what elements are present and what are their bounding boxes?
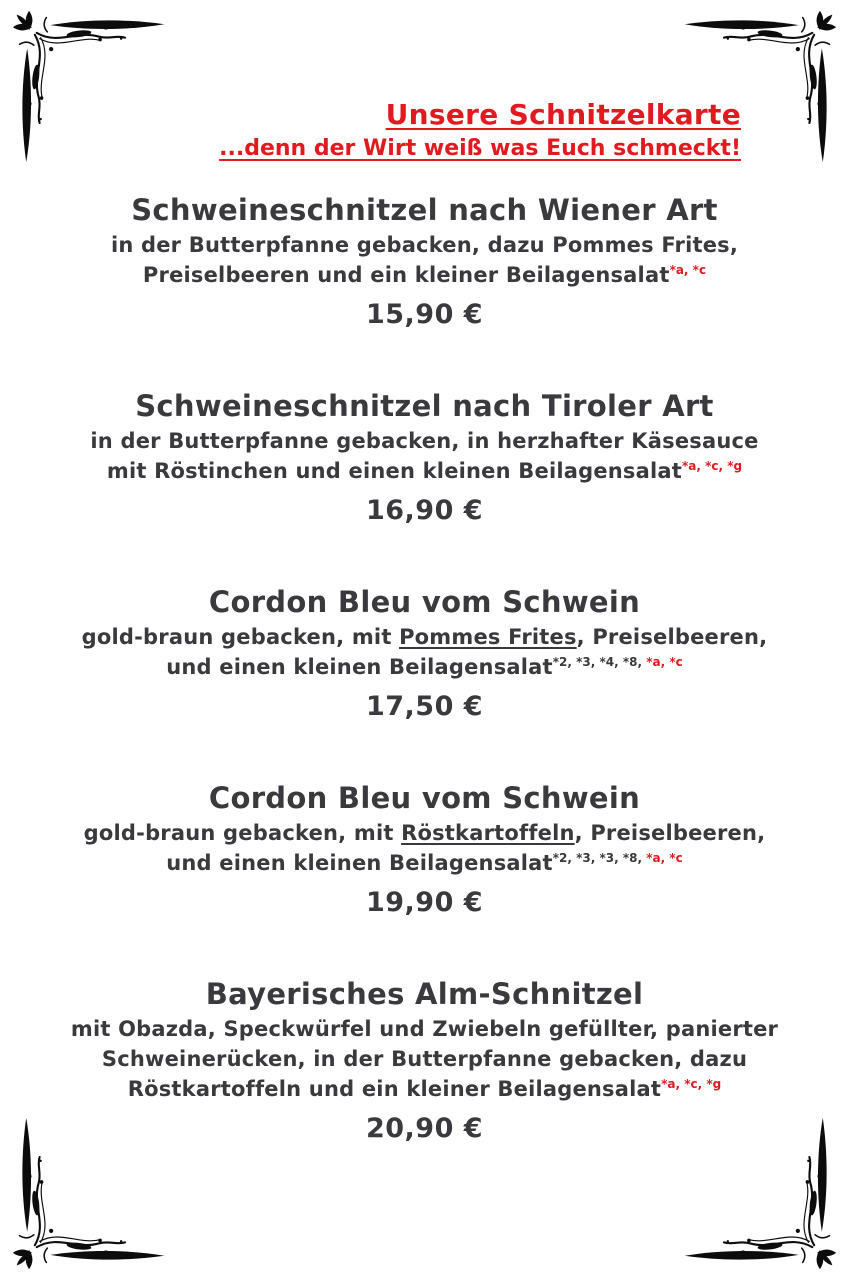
allergen-annotation: *a, *c, *g [682, 459, 743, 473]
menu-item [0, 976, 849, 1146]
dish-name: Bayerisches Alm-Schnitzel [205, 977, 644, 1011]
dish-price: 20,90 € [365, 1113, 484, 1144]
dish-description [0, 622, 849, 682]
dish-price: 16,90 € [365, 495, 484, 526]
page-title: Unsere Schnitzelkarte [385, 98, 741, 131]
description-text: in der Butterpfanne gebacken, in herzhafter Käsesauce [90, 429, 759, 453]
description-text: , Preiselbeeren, [576, 625, 768, 649]
dish-description [0, 230, 849, 290]
description-text: mit Obazda, Speckwürfel und Zwiebeln gefüllter, panierter [70, 1017, 779, 1041]
dish-description [0, 818, 849, 878]
description-text: und einen kleinen Beilagensalat [166, 851, 553, 875]
allergen-annotation: *a, *c [642, 851, 683, 865]
allergen-annotation: *2, *3, *4, *8, [552, 655, 643, 669]
menu-list [0, 192, 849, 1202]
dish-name: Schweineschnitzel nach Wiener Art [131, 193, 718, 227]
dish-description [0, 426, 849, 486]
description-text: in der Butterpfanne gebacken, dazu Pommes Frites, [110, 233, 739, 257]
dish-name: Cordon Bleu vom Schwein [208, 781, 641, 815]
dish-name: Cordon Bleu vom Schwein [208, 585, 641, 619]
menu-item [0, 388, 849, 528]
dish-description [0, 1014, 849, 1104]
dish-price: 17,50 € [365, 691, 484, 722]
description-text: Schweinerücken, in der Butterpfanne gebacken, dazu [101, 1047, 748, 1071]
allergen-annotation: *2, *3, *3, *8, [552, 851, 643, 865]
description-text: Preiselbeeren und ein kleiner Beilagensalat [142, 263, 670, 287]
dish-price: 19,90 € [365, 887, 484, 918]
page-subtitle: ...denn der Wirt weiß was Euch schmeckt! [219, 136, 741, 161]
allergen-annotation: *a, *c [669, 263, 707, 277]
menu-item [0, 192, 849, 332]
description-text: gold-braun gebacken, mit [81, 625, 400, 649]
description-text: mit Röstinchen und einen kleinen Beilagensalat [106, 459, 683, 483]
description-text: Röstkartoffeln und ein kleiner Beilagensalat [127, 1077, 662, 1101]
description-text: gold-braun gebacken, mit [83, 821, 402, 845]
description-text: Röstkartoffeln [401, 821, 575, 845]
corner-flourish-top-left-icon [8, 6, 171, 169]
dish-name: Schweineschnitzel nach Tiroler Art [135, 389, 714, 423]
menu-item [0, 584, 849, 724]
allergen-annotation: *a, *c, *g [661, 1077, 722, 1091]
description-text: Pommes Frites [399, 625, 577, 649]
description-text: , Preiselbeeren, [574, 821, 766, 845]
description-text: und einen kleinen Beilagensalat [166, 655, 553, 679]
allergen-annotation: *a, *c [642, 655, 683, 669]
menu-header [219, 99, 741, 162]
dish-price: 15,90 € [365, 299, 484, 330]
menu-item [0, 780, 849, 920]
